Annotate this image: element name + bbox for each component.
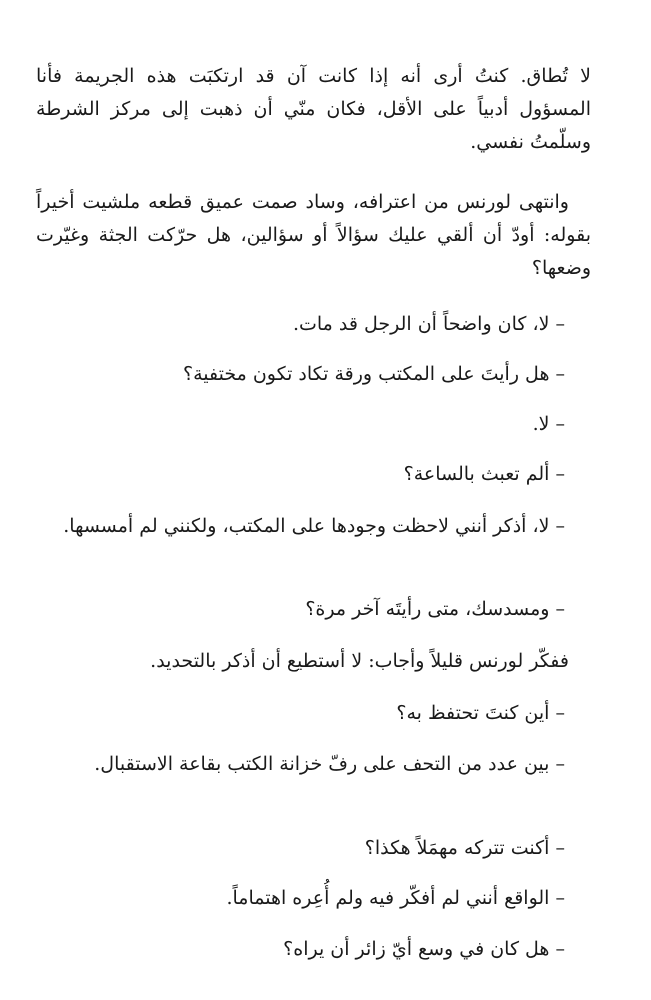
dialogue-line-5: – لا، أذكر أنني لاحظت وجودها على المكتب، ولكنني لم أمسسها. — [63, 515, 565, 537]
dialogue-line-1: – لا، كان واضحاً أن الرجل قد مات. — [292, 313, 565, 335]
dialogue-line-10: – الواقع أنني لم أفكّر فيه ولم أُعِره اهتماماً. — [226, 887, 565, 909]
dialogue-line-7: – أين كنتَ تحتفظ به؟ — [396, 702, 565, 724]
paragraph-1: لا تُطاق. كنتُ أرى أنه إذا كانت آن قد ارتكبَت هذه الجريمة فأنا المسؤول أدبياً على الأقل، فكان منّي أن ذهبت إلى مركز الشرطة وسلّمتُ نفسي. — [36, 65, 591, 153]
paragraph-3: ففكّر لورنس قليلاً وأجاب: لا أستطيع أن أذكر بالتحديد. — [150, 650, 569, 672]
dialogue-line-4: – ألم تعبث بالساعة؟ — [403, 463, 565, 485]
dialogue-line-8: – بين عدد من التحف على رفّ خزانة الكتب بقاعة الاستقبال. — [94, 753, 565, 775]
dialogue-line-2: – هل رأيتَ على المكتب ورقة تكاد تكون مختفية؟ — [182, 363, 565, 385]
dialogue-line-3: – لا. — [532, 413, 565, 435]
dialogue-line-9: – أكنت تتركه مهمَلاً هكذا؟ — [364, 837, 565, 859]
dialogue-line-6: – ومسدسك، متى رأيتَه آخر مرة؟ — [305, 598, 565, 620]
paragraph-2: وانتهى لورنس من اعترافه، وساد صمت عميق قطعه ملشيت أخيراً بقوله: أودّ أن ألقي عليك سؤالاً أو سؤالين، هل حرّكت الجثة وغيّرت وضعها؟ — [36, 191, 591, 279]
dialogue-line-11: – هل كان في وسع أيّ زائر أن يراه؟ — [283, 938, 565, 960]
